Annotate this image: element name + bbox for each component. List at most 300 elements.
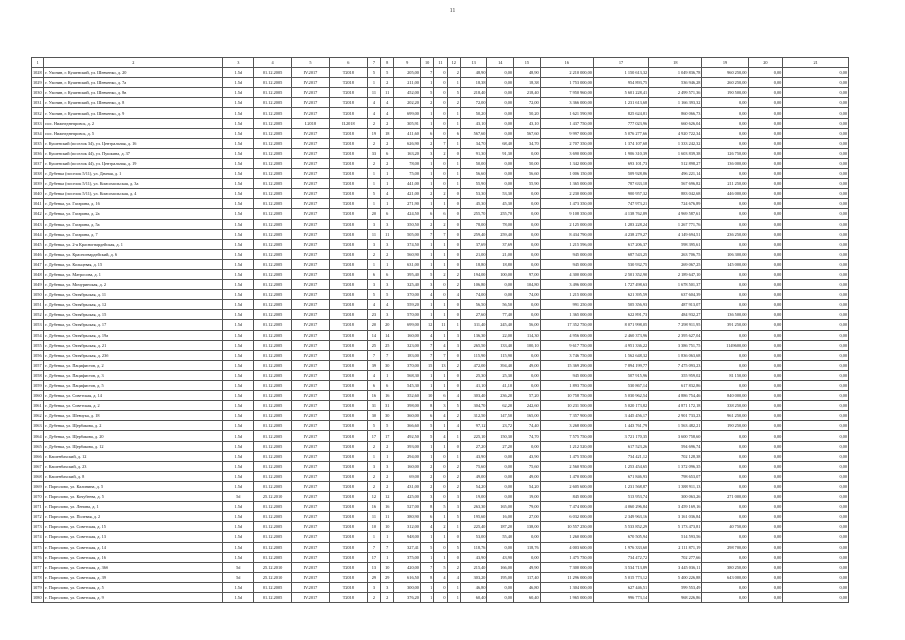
table-cell: 1.5d [223, 189, 254, 199]
table-cell: 54,20 [514, 481, 541, 491]
table-cell: 0,00 [748, 391, 783, 401]
table-cell: 507 915,96 [593, 370, 648, 380]
table-cell: 1 [420, 169, 433, 179]
table-cell: 3 [447, 330, 460, 340]
table-cell: 0,00 [748, 381, 783, 391]
table-cell: 5 [381, 421, 394, 431]
table-cell: 0 [434, 98, 447, 108]
table-cell: 225,10 [460, 431, 487, 441]
table-cell: 395,40 [394, 269, 421, 279]
table-cell: 1 166 393,32 [649, 98, 702, 108]
table-cell: IV.2017 [292, 148, 330, 158]
table-cell: 48,90 [514, 68, 541, 78]
table-cell: 1 [434, 441, 447, 451]
table-cell: 2 [367, 481, 380, 491]
table-cell: 0,00 [783, 391, 849, 401]
table-cell: 0,00 [783, 169, 849, 179]
table-cell: 01.12.2005 [254, 411, 292, 421]
table-cell: 57,20 [514, 391, 541, 401]
table-cell: 0,00 [748, 290, 783, 300]
table-cell: 0,00 [702, 169, 748, 179]
table-cell: 1 [420, 249, 433, 259]
table-cell: 0,00 [783, 108, 849, 118]
table-cell: 492,50 [394, 431, 421, 441]
table-cell: 3 721 170,35 [593, 431, 648, 441]
table-cell: 260 250,00 [702, 78, 748, 88]
row-number-cell: 1048 [32, 269, 44, 279]
table-row [32, 330, 849, 340]
table-cell: 2 230 000,00 [540, 189, 593, 199]
table-cell: 1 727 498,63 [593, 280, 648, 290]
column-header: 10 [420, 58, 433, 68]
row-number-cell: 1061 [32, 401, 44, 411]
table-cell: 2 [420, 189, 433, 199]
table-cell: 2 [447, 411, 460, 421]
table-cell: 2 [420, 98, 433, 108]
table-cell: 1 [447, 158, 460, 168]
table-cell: 4 [434, 340, 447, 350]
table-cell: 1 [420, 552, 433, 562]
table-cell: IV.2017 [292, 209, 330, 219]
table-cell: 41,10 [460, 381, 487, 391]
table-cell: Т2018 [329, 88, 367, 98]
table-cell: 431,00 [394, 481, 421, 491]
table-cell: 0,00 [783, 68, 849, 78]
table-cell: 1 [420, 118, 433, 128]
table-cell: 5d [223, 492, 254, 502]
table-cell: 0 [447, 249, 460, 259]
table-cell: IV.2017 [292, 542, 330, 552]
table-cell: Т2018 [329, 340, 367, 350]
table-cell: 660 626,04 [649, 118, 702, 128]
table-cell: 1.5d [223, 78, 254, 88]
table-cell: 0,00 [748, 209, 783, 219]
table-cell: 2 [367, 118, 380, 128]
table-cell: 01.12.2005 [254, 542, 292, 552]
table-cell: 350,50 [394, 219, 421, 229]
table-cell: 72,00 [514, 98, 541, 108]
table-row [32, 401, 849, 411]
table-cell: 787 633,18 [593, 179, 648, 189]
table-cell: 79,00 [514, 502, 541, 512]
table-cell: 01.12.2005 [254, 340, 292, 350]
table-cell: IV.2017 [292, 98, 330, 108]
table-cell: 7 [381, 350, 394, 360]
row-number-cell: 1035 [32, 138, 44, 148]
table-cell: 01.12.2005 [254, 269, 292, 279]
table-cell: 311,40 [460, 320, 487, 330]
address-cell: пос. Нижнеднепровск, д. 5 [44, 128, 223, 138]
table-cell: 0,00 [748, 542, 783, 552]
table-cell: IV.2017 [292, 88, 330, 98]
table-cell: 3 445 036,11 [649, 562, 702, 572]
table-cell: 114,30 [514, 330, 541, 340]
table-cell: IV.2017 [292, 471, 330, 481]
table-cell: 60,40 [460, 592, 487, 602]
table-row [32, 542, 849, 552]
table-cell: 0,00 [514, 310, 541, 320]
address-cell: г. Парголово, ул. Кочубеева, д. 5 [44, 492, 223, 502]
table-cell: 4 [420, 522, 433, 532]
table-cell: 0,00 [702, 108, 748, 118]
table-cell: Т2018 [329, 502, 367, 512]
table-cell: 31 [367, 401, 380, 411]
address-cell: г. Парголово, ул. Советская, д. 9 [44, 592, 223, 602]
table-cell: 300,00 [394, 582, 421, 592]
table-cell: 747 973,21 [593, 199, 648, 209]
table-cell: 0 [434, 592, 447, 602]
table-cell: 9 997 000,00 [540, 128, 593, 138]
table-cell: 1.5d [223, 158, 254, 168]
table-cell: 424,50 [394, 209, 421, 219]
table-cell: 2 [447, 280, 460, 290]
table-cell: 1 [434, 199, 447, 209]
table-cell: Т2018 [329, 592, 367, 602]
table-cell: 2 [447, 461, 460, 471]
table-cell: 242,60 [514, 401, 541, 411]
table-cell: 0,00 [514, 532, 541, 542]
table-cell: 2 [447, 98, 460, 108]
table-cell: 43,90 [460, 552, 487, 562]
table-cell: 724 676,89 [649, 199, 702, 209]
table-cell: 621 395,59 [593, 290, 648, 300]
table-cell: 4 886 754,46 [649, 391, 702, 401]
table-cell: 3 496 000,00 [540, 280, 593, 290]
table-cell: 01.12.2005 [254, 381, 292, 391]
table-row [32, 209, 849, 219]
table-cell: 4 [420, 330, 433, 340]
table-cell: IV.2017 [292, 451, 330, 461]
table-cell: 0,00 [748, 310, 783, 320]
table-cell: 0,00 [702, 98, 748, 108]
table-cell: 1.5d [223, 471, 254, 481]
table-cell: 1.5d [223, 179, 254, 189]
table-cell: 1 678 501,37 [649, 280, 702, 290]
table-cell: 1.5d [223, 88, 254, 98]
column-header: 1 [32, 58, 44, 68]
table-cell: 0,00 [702, 431, 748, 441]
table-cell: 0,00 [487, 492, 514, 502]
column-header: 16 [540, 58, 593, 68]
table-cell: 3 [381, 239, 394, 249]
table-cell: 4 [447, 290, 460, 300]
table-cell: 97,00 [514, 269, 541, 279]
table-row [32, 148, 849, 158]
table-cell: 01.12.2005 [254, 441, 292, 451]
table-cell: 2 560 950,00 [540, 461, 593, 471]
table-cell: 0,00 [783, 592, 849, 602]
table-cell: 10 231 500,00 [540, 401, 593, 411]
table-cell: 1.5d [223, 542, 254, 552]
table-cell: Т2018 [329, 259, 367, 269]
row-number-cell: 1047 [32, 259, 44, 269]
table-cell: 1 374 107,68 [593, 138, 648, 148]
table-row [32, 451, 849, 461]
table-cell: 21,00 [487, 249, 514, 259]
table-cell: Т2018 [329, 169, 367, 179]
table-cell: IV.2017 [292, 461, 330, 471]
address-cell: г. Ухонин, г. Кушенский, ул. Шевченко, д. 8 [44, 98, 223, 108]
table-cell: 7 [420, 229, 433, 239]
table-cell: 2 [381, 78, 394, 88]
table-cell: 0,00 [702, 461, 748, 471]
table-cell: 21,00 [460, 249, 487, 259]
table-cell: 100,10 [514, 340, 541, 350]
table-cell: 0,00 [702, 209, 748, 219]
table-cell: 0,00 [748, 512, 783, 522]
table-cell: 190 500,00 [702, 88, 748, 98]
table-row [32, 98, 849, 108]
table-cell: IV.2017 [292, 552, 330, 562]
table-cell: 0,00 [702, 360, 748, 370]
table-cell: 1 [367, 78, 380, 88]
table-cell: 0,00 [748, 320, 783, 330]
table-cell: 46,80 [514, 582, 541, 592]
table-cell: 961 250,00 [702, 411, 748, 421]
row-number-cell: 1046 [32, 249, 44, 259]
address-cell: пос. Нижнеднепровск, д. 2 [44, 118, 223, 128]
table-cell: 1 253 454,65 [593, 461, 648, 471]
table-cell: 117,40 [514, 572, 541, 582]
table-cell: 1.5d [223, 219, 254, 229]
table-cell: 617 206,37 [593, 239, 648, 249]
row-number-cell: 1059 [32, 381, 44, 391]
table-cell: 10 [381, 522, 394, 532]
table-cell: 2 [381, 471, 394, 481]
table-cell: 0,00 [487, 78, 514, 88]
table-cell: 0,00 [748, 481, 783, 491]
table-cell: 55,90 [460, 179, 487, 189]
table-cell: 825 624,81 [593, 108, 648, 118]
table-cell: 16 [381, 391, 394, 401]
table-cell: 54,20 [460, 481, 487, 491]
table-cell: 1.5d [223, 481, 254, 491]
table-cell: 8 071 998,05 [593, 320, 648, 330]
column-header: 15 [514, 58, 541, 68]
table-cell: 7 [381, 542, 394, 552]
table-cell: 0,00 [783, 481, 849, 491]
table-cell: 0 [447, 229, 460, 239]
table-cell: 798 653,07 [649, 471, 702, 481]
table-cell: 1 [447, 592, 460, 602]
table-cell: 25,30 [460, 370, 487, 380]
table-cell: 01.12.2005 [254, 128, 292, 138]
table-cell: 1 [447, 118, 460, 128]
table-cell: IV.2017 [292, 592, 330, 602]
table-cell: 55,90 [514, 179, 541, 189]
table-cell: 441,00 [394, 179, 421, 189]
table-cell: 14 [381, 330, 394, 340]
row-number-cell: 1031 [32, 98, 44, 108]
table-cell: IV.2017 [292, 259, 330, 269]
table-cell: 0,00 [783, 128, 849, 138]
table-cell: IV.2017 [292, 431, 330, 441]
table-cell: 0,00 [783, 138, 849, 148]
row-number-cell: 1080 [32, 592, 44, 602]
table-cell: 421,00 [394, 189, 421, 199]
table-cell: 194,00 [460, 269, 487, 279]
table-cell: 0,00 [514, 219, 541, 229]
table-cell: 1 470 000,00 [540, 471, 593, 481]
table-cell: 7 [420, 562, 433, 572]
table-cell: 1.5d [223, 592, 254, 602]
table-cell: 27,20 [487, 441, 514, 451]
table-cell: 0 [434, 179, 447, 189]
table-cell: 702 128,38 [649, 451, 702, 461]
table-cell: 0 [447, 219, 460, 229]
table-cell: 25 [367, 340, 380, 350]
table-cell: 27,20 [460, 441, 487, 451]
table-cell: 01.12.2005 [254, 229, 292, 239]
table-cell: 300 063,26 [649, 492, 702, 502]
table-cell: 2 [381, 249, 394, 259]
table-row [32, 118, 849, 128]
table-cell: 0,00 [748, 360, 783, 370]
table-cell: 3 [367, 461, 380, 471]
table-cell: 4 [434, 411, 447, 421]
table-cell: 72,00 [460, 98, 487, 108]
table-cell: 211,00 [394, 78, 421, 88]
table-cell: 0,00 [783, 179, 849, 189]
table-cell: 2 189 647,10 [649, 269, 702, 279]
table-cell: 0,00 [487, 128, 514, 138]
table-cell: Т2018 [329, 300, 367, 310]
table-cell: 01.12.2005 [254, 360, 292, 370]
table-cell: 0,00 [487, 68, 514, 78]
table-cell: 1 [447, 169, 460, 179]
table-cell: 0,00 [748, 421, 783, 431]
table-cell: 0,00 [487, 582, 514, 592]
address-cell: г. Ухонин, г. Кушенский, ул. Шевченко, д. 8в [44, 88, 223, 98]
table-cell: IV.2017 [292, 330, 330, 340]
table-cell: 0,00 [514, 300, 541, 310]
table-cell: 43,90 [514, 451, 541, 461]
address-cell: г. Дубенка, ул. 2-я Красногвардейская, д. 1 [44, 239, 223, 249]
table-cell: 0,00 [748, 179, 783, 189]
table-cell: 01.12.2005 [254, 512, 292, 522]
table-cell: 1.5d [223, 98, 254, 108]
table-cell: 5d [223, 572, 254, 582]
table-cell: IV.2017 [292, 189, 330, 199]
table-cell: 1 365 000,00 [540, 179, 593, 189]
table-cell: 8 [420, 401, 433, 411]
row-number-cell: 1038 [32, 169, 44, 179]
table-cell: 599 553,49 [649, 582, 702, 592]
table-cell: 0,00 [783, 280, 849, 290]
table-cell: 01.12.2005 [254, 88, 292, 98]
table-cell: 1 049 836,78 [649, 68, 702, 78]
table-cell: Т2018 [329, 78, 367, 88]
table-row [32, 280, 849, 290]
table-cell: 1.5d [223, 259, 254, 269]
table-cell: 1.5d [223, 320, 254, 330]
table-cell: 2 [447, 360, 460, 370]
table-cell: 1.5d [223, 381, 254, 391]
table-cell: 1.5d [223, 229, 254, 239]
table-cell: 1 365 000,00 [540, 310, 593, 320]
table-cell: 1.5d [223, 108, 254, 118]
row-number-cell: 1057 [32, 360, 44, 370]
table-cell: 37,69 [487, 239, 514, 249]
table-cell: 5 076 277,66 [593, 128, 648, 138]
table-cell: 53,00 [460, 532, 487, 542]
table-cell: 1.5d [223, 68, 254, 78]
row-number-cell: 1075 [32, 542, 44, 552]
table-row [32, 189, 849, 199]
table-cell: 693 101,73 [593, 158, 648, 168]
table-cell: 17 352 750,00 [540, 320, 593, 330]
table-cell: 5 020 173,82 [593, 401, 648, 411]
table-cell: 3 690 000,00 [540, 148, 593, 158]
table-cell: 1 753 000,00 [540, 78, 593, 88]
table-cell: 2 [420, 461, 433, 471]
table-cell: 4 [420, 290, 433, 300]
table-cell: 0,00 [783, 522, 849, 532]
table-cell: 1.5d [223, 552, 254, 562]
table-cell: IV.2017 [292, 269, 330, 279]
table-cell: 29 [381, 572, 394, 582]
table-cell: Т2018 [329, 391, 367, 401]
table-cell: 6 [381, 381, 394, 391]
table-cell: 840 000,00 [702, 391, 748, 401]
table-cell: 01.12.2005 [254, 461, 292, 471]
table-cell: 45,30 [487, 199, 514, 209]
table-cell: 01.12.2005 [254, 300, 292, 310]
table-cell: 452,00 [394, 88, 421, 98]
table-cell: 10 557 250,00 [540, 522, 593, 532]
table-cell: IV.2017 [292, 300, 330, 310]
table-cell: 1 333 242,32 [649, 138, 702, 148]
table-cell: 236 250,00 [702, 229, 748, 239]
table-cell: 7 950 960,00 [540, 88, 593, 98]
address-cell: г. Дубенка, ул. Пацифистов, д. 2 [44, 360, 223, 370]
table-cell: 16 [381, 502, 394, 512]
table-cell: 0,00 [748, 562, 783, 572]
address-cell: г. Дубенка, ул. Щербакова, д. 2 [44, 421, 223, 431]
table-cell: Т2018 [329, 128, 367, 138]
table-cell: 411,60 [394, 128, 421, 138]
table-cell: 0,00 [783, 451, 849, 461]
table-cell: 1 473 350,00 [540, 199, 593, 209]
column-header: 5 [292, 58, 330, 68]
table-cell: 43,90 [487, 552, 514, 562]
table-cell: 01.12.2005 [254, 98, 292, 108]
table-cell: Т2018 [329, 441, 367, 451]
table-row [32, 502, 849, 512]
table-row [32, 350, 849, 360]
table-cell: 01.12.2005 [254, 239, 292, 249]
table-cell: 305,91 [394, 118, 421, 128]
table-cell: 1 [447, 320, 460, 330]
table-cell: 0,00 [783, 300, 849, 310]
table-cell: 845 000,00 [540, 492, 593, 502]
table-cell: 8 [420, 502, 433, 512]
table-cell: 48,90 [460, 68, 487, 78]
table-cell: 0,00 [748, 592, 783, 602]
table-cell: 0,00 [783, 340, 849, 350]
table-cell: 1 [434, 239, 447, 249]
header-row [32, 58, 849, 68]
table-cell: 0,00 [783, 431, 849, 441]
address-cell: г. Ухонин, г. Кушенский, ул. Шевченко, д. 9 [44, 108, 223, 118]
table-cell: 0,00 [748, 249, 783, 259]
table-cell: 5 [420, 88, 433, 98]
table-cell: 4 300 000,00 [540, 269, 593, 279]
row-number-cell: 1054 [32, 330, 44, 340]
table-cell: 1.5d [223, 421, 254, 431]
table-cell: 2 [381, 158, 394, 168]
table-cell: IV.2017 [292, 199, 330, 209]
